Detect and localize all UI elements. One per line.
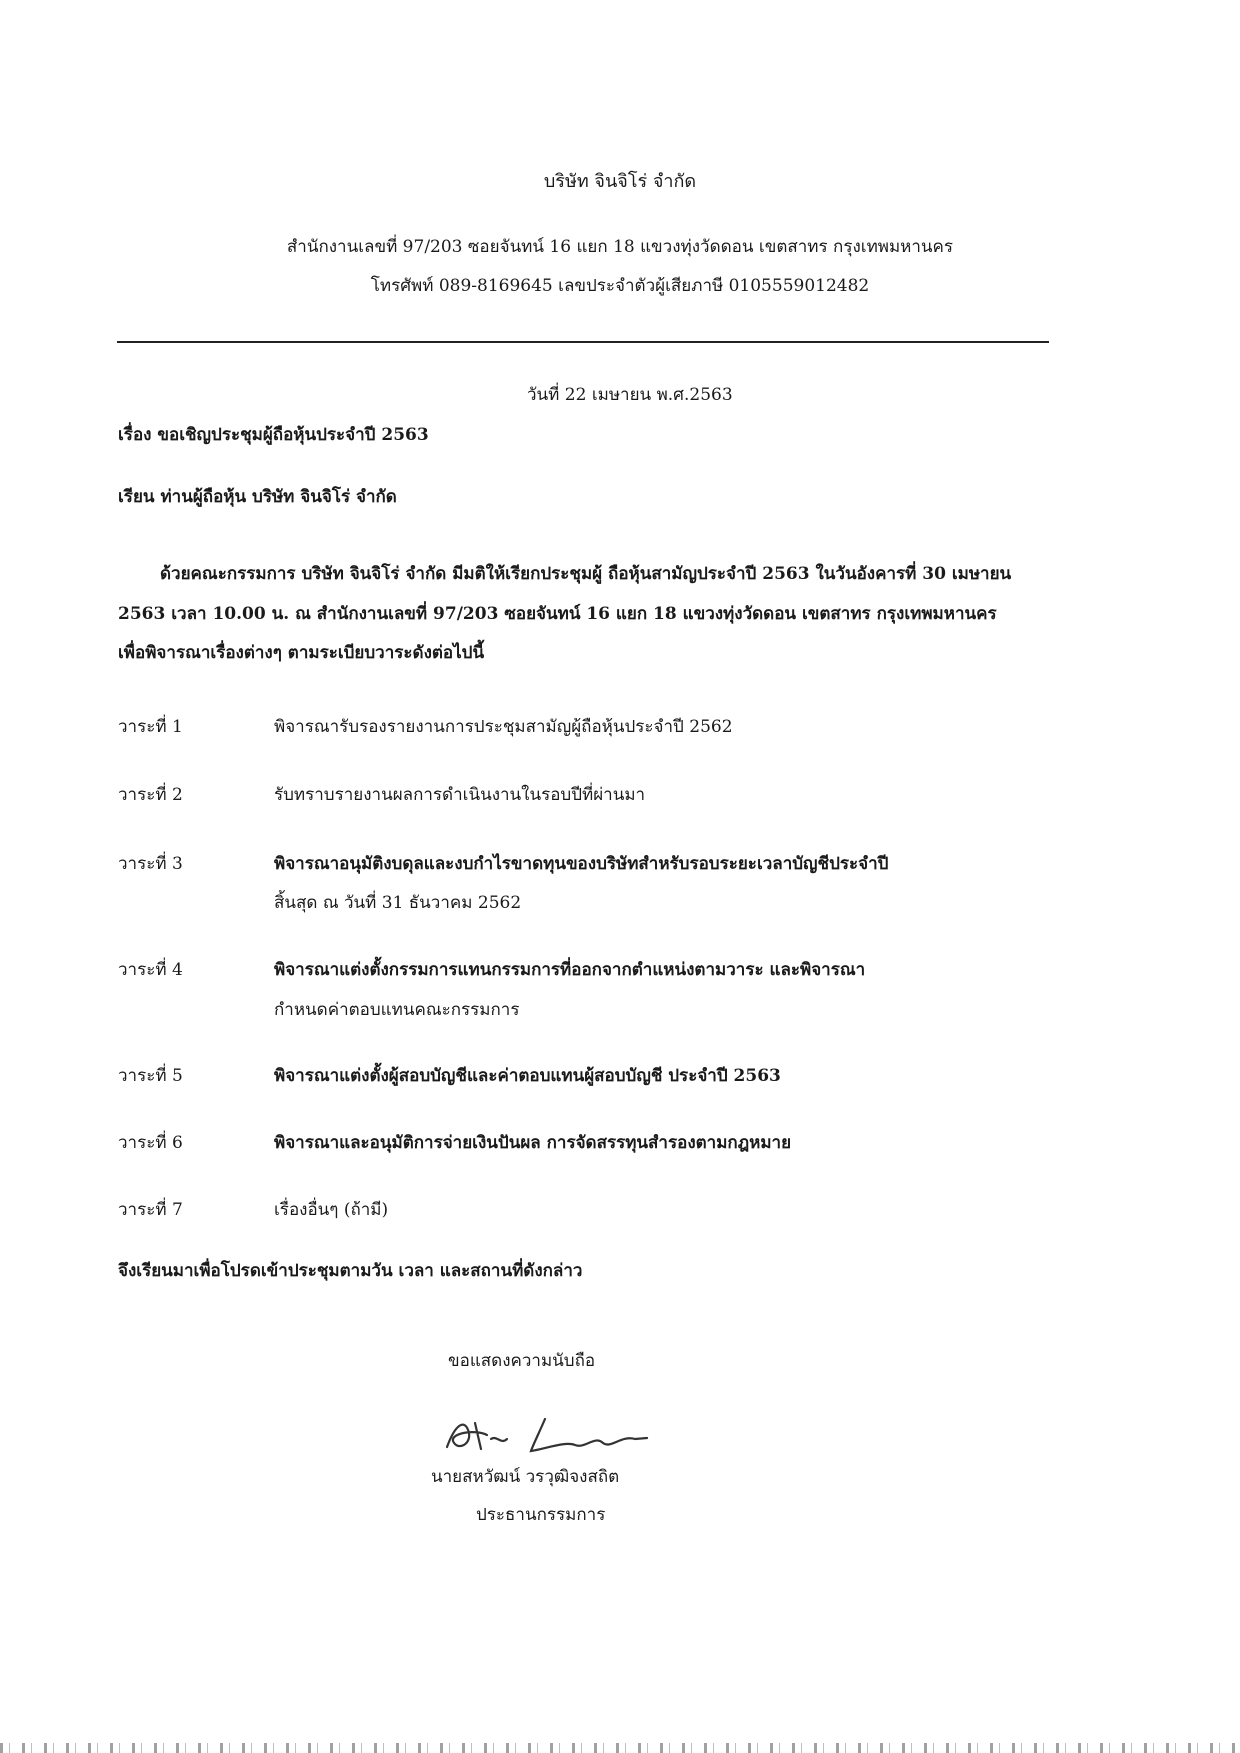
agenda-label: วาระที่ 3: [118, 854, 183, 874]
agenda-text: พิจารณาอนุมัติงบดุลและงบกำไรขาดทุนของบริษัทสำหรับรอบระยะเวลาบัญชีประจำปี: [274, 854, 889, 874]
header-divider: [117, 341, 1049, 343]
signature-image: [435, 1405, 655, 1465]
agenda-text: พิจารณารับรองรายงานการประชุมสามัญผู้ถือหุ้นประจำปี 2562: [274, 717, 733, 737]
agenda-text-continued: กำหนดค่าตอบแทนคณะกรรมการ: [274, 1000, 520, 1020]
body-line-3: เพื่อพิจารณาเรื่องต่างๆ ตามระเบียบวาระดังต่อไปนี้: [118, 643, 485, 663]
closing-sentence: จึงเรียนมาเพื่อโปรดเข้าประชุมตามวัน เวลา และสถานที่ดังกล่าว: [118, 1261, 583, 1281]
agenda-label: วาระที่ 6: [118, 1133, 183, 1153]
scan-edge-artifact: [0, 1743, 1240, 1753]
company-name: บริษัท จินจิโร่ จำกัด: [543, 171, 697, 192]
agenda-text-continued: สิ้นสุด ณ วันที่ 31 ธันวาคม 2562: [274, 893, 522, 913]
agenda-label: วาระที่ 5: [118, 1066, 183, 1086]
agenda-text: เรื่องอื่นๆ (ถ้ามี): [274, 1200, 389, 1220]
signer-name: นายสหวัฒน์ วรวุฒิจงสถิต: [431, 1467, 620, 1487]
agenda-label: วาระที่ 7: [118, 1200, 183, 1220]
agenda-text: พิจารณาแต่งตั้งกรรมการแทนกรรมการที่ออกจากตำแหน่งตามวาระ และพิจารณา: [274, 960, 866, 980]
agenda-text: พิจารณาแต่งตั้งผู้สอบบัญชีและค่าตอบแทนผู้สอบบัญชี ประจำปี 2563: [274, 1066, 781, 1086]
body-line-2: 2563 เวลา 10.00 น. ณ สำนักงานเลขที่ 97/203 ซอยจันทน์ 16 แยก 18 แขวงทุ่งวัดดอน เขตสาทร กรุงเทพมหานคร: [118, 604, 997, 624]
agenda-text: รับทราบรายงานผลการดำเนินงานในรอบปีที่ผ่านมา: [274, 785, 646, 805]
letter-subject: เรื่อง ขอเชิญประชุมผู้ถือหุ้นประจำปี 2563: [118, 425, 429, 445]
letter-salutation: เรียน ท่านผู้ถือหุ้น บริษัท จินจิโร่ จำกัด: [118, 487, 397, 507]
company-address: สำนักงานเลขที่ 97/203 ซอยจันทน์ 16 แยก 18 แขวงทุ่งวัดดอน เขตสาทร กรุงเทพมหานคร: [286, 237, 954, 257]
agenda-text: พิจารณาและอนุมัติการจ่ายเงินปันผล การจัดสรรทุนสำรองตามกฎหมาย: [274, 1133, 792, 1153]
agenda-label: วาระที่ 1: [118, 717, 183, 737]
agenda-label: วาระที่ 4: [118, 960, 183, 980]
signer-title: ประธานกรรมการ: [476, 1505, 606, 1525]
agenda-label: วาระที่ 2: [118, 785, 183, 805]
body-line-1: ด้วยคณะกรรมการ บริษัท จินจิโร่ จำกัด มีมติให้เรียกประชุมผู้ ถือหุ้นสามัญประจำปี 2563 ในวันอังคารที่ 30 เมษายน: [160, 564, 1012, 584]
regards-text: ขอแสดงความนับถือ: [448, 1351, 596, 1371]
letter-date: วันที่ 22 เมษายน พ.ศ.2563: [527, 385, 733, 405]
company-contact: โทรศัพท์ 089-8169645 เลขประจำตัวผู้เสียภาษี 0105559012482: [370, 276, 870, 296]
